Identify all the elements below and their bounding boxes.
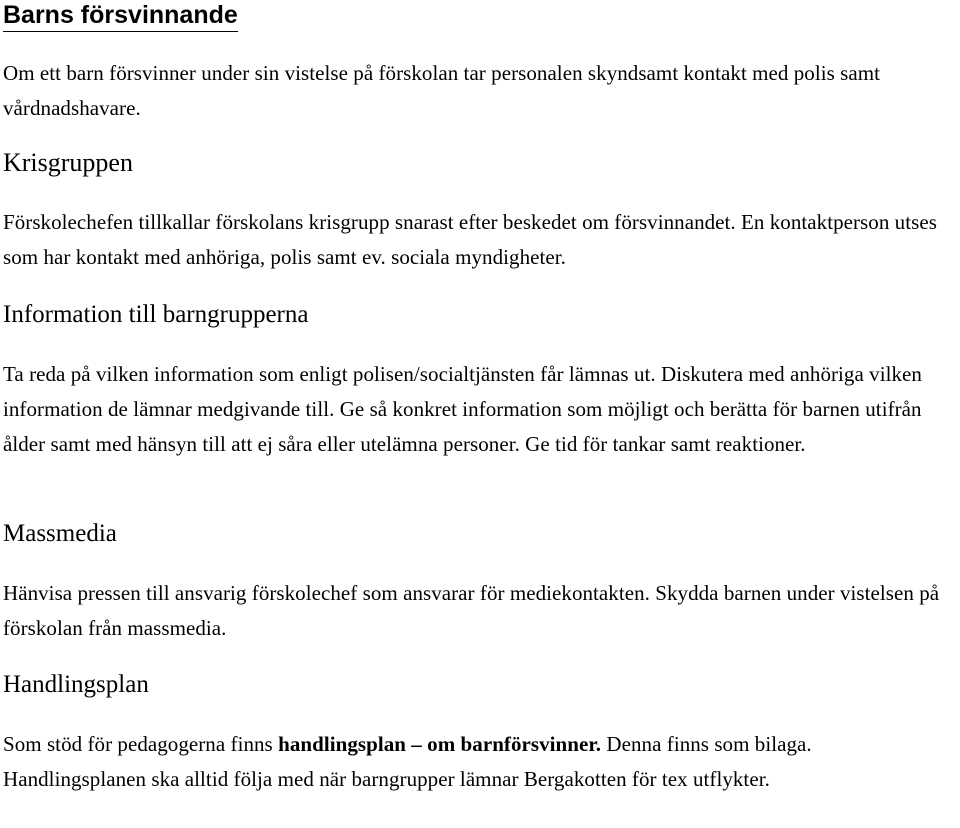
paragraph-information: Ta reda på vilken information som enligt polisen/socialtjänsten får lämnas ut. Diskutera med anhöriga vilken information de lämnar medgivande till. Ge så konkret information som möjligt och berätta för barnen utifrån ålder samt med hänsyn till att ej såra eller utelämna personer. Ge tid för tankar samt reaktioner. xyxy=(3,362,922,456)
heading-information: Information till barngrupperna xyxy=(3,301,309,328)
paragraph-krisgruppen: Förskolechefen tillkallar förskolans krisgrupp snarast efter beskedet om försvinnandet. En kontaktperson utses som har kontakt med anhöriga, polis samt ev. sociala myndigheter. xyxy=(3,210,937,269)
heading-handlingsplan: Handlingsplan xyxy=(3,671,149,698)
paragraph-barns-forsvinnande: Om ett barn försvinner under sin vistelse på förskolan tar personalen skyndsamt kontakt med polis samt vårdnadshavare. xyxy=(3,61,880,120)
handlingsplan-text-after: Denna finns som bilaga. Handlingsplanen ska alltid följa med när barngrupper lämnar Bergakotten för tex utflykter. xyxy=(3,732,812,791)
heading-massmedia: Massmedia xyxy=(3,520,117,547)
paragraph-handlingsplan xyxy=(3,727,953,797)
handlingsplan-text-before: Som stöd för pedagogerna finns xyxy=(3,732,279,756)
heading-krisgruppen: Krisgruppen xyxy=(3,148,133,177)
paragraph-massmedia: Hänvisa pressen till ansvarig förskolechef som ansvarar för mediekontakten. Skydda barnen under vistelsen på förskolan från massmedia. xyxy=(3,581,940,640)
handlingsplan-bold-reference: handlingsplan – om barnförsvinner. xyxy=(278,732,602,756)
page-title: Barns försvinnande xyxy=(3,0,238,32)
